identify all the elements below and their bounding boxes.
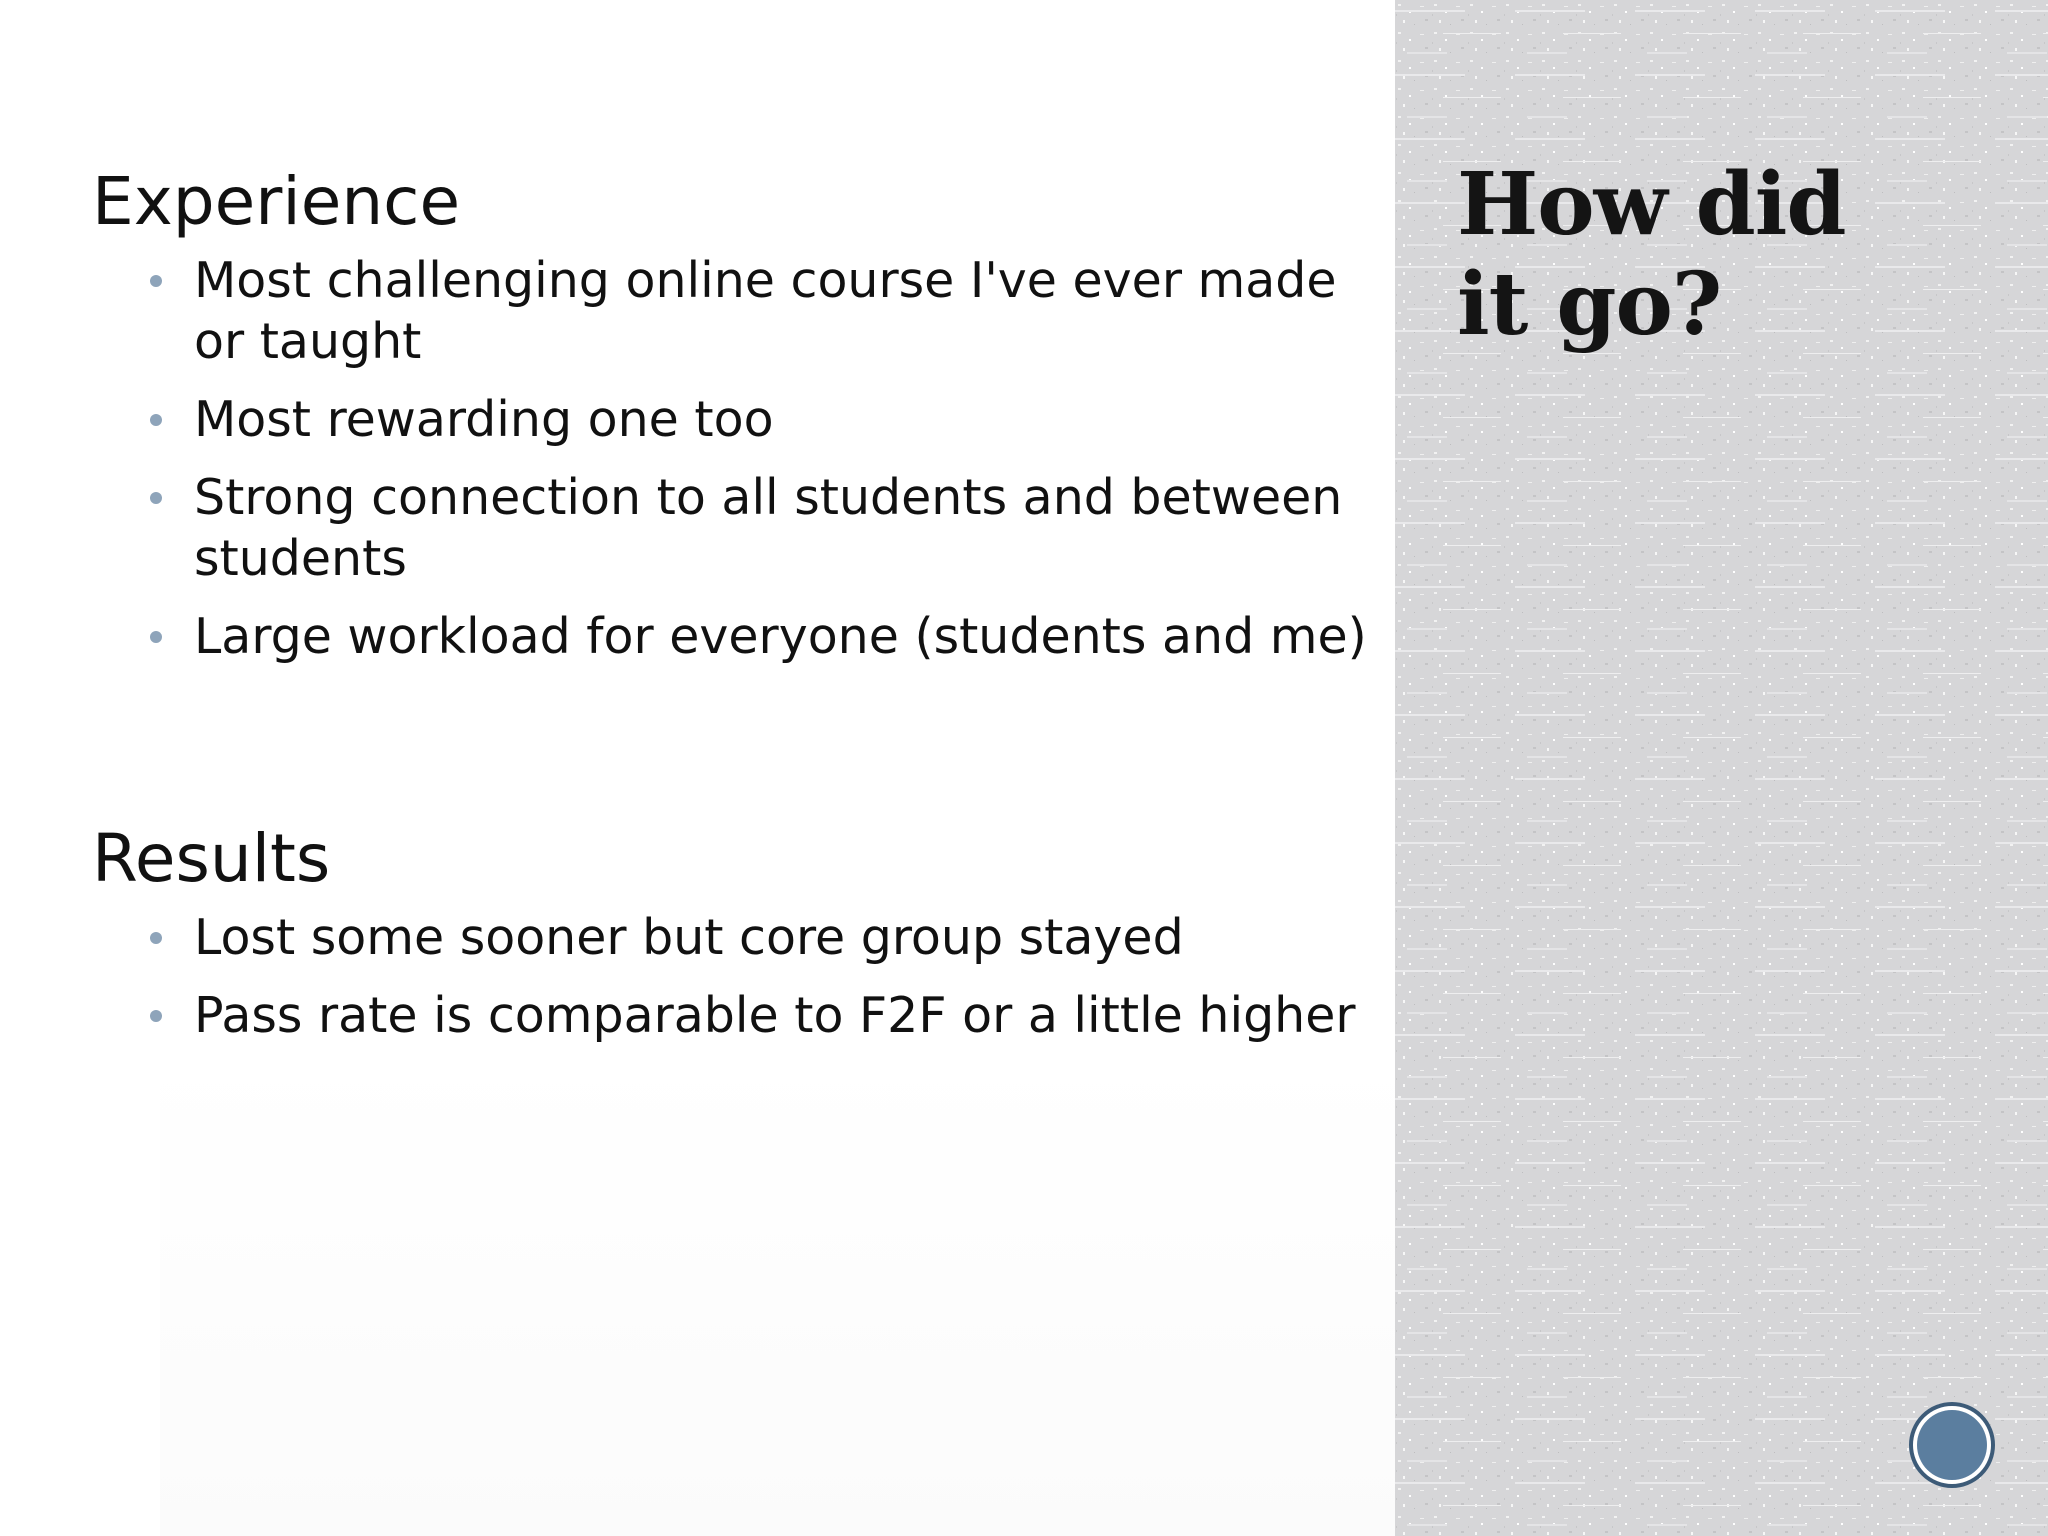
bullet-item [92, 606, 1382, 667]
experience-heading: Experience [92, 163, 461, 240]
slide-title [1457, 155, 2017, 355]
bullet-item [92, 467, 1382, 589]
slide-title-line-2: it go? [1457, 254, 1722, 355]
bullet-text: Lost some sooner but core group stayed [194, 909, 1184, 966]
bullet-dot-icon [150, 492, 162, 504]
bullet-text: Strong connection to all students and between students [194, 469, 1343, 587]
experience-section [92, 160, 1382, 667]
bullet-text: Large workload for everyone (students and me) [194, 608, 1367, 665]
bullet-text: Pass rate is comparable to F2F or a little higher [194, 987, 1356, 1044]
slide-body [92, 160, 1382, 1063]
results-bullet-list [92, 907, 1382, 1046]
bullet-dot-icon [150, 414, 162, 426]
bullet-text: Most rewarding one too [194, 391, 774, 448]
experience-bullet-list [92, 250, 1382, 667]
results-section [92, 817, 1382, 1046]
bullet-item [92, 250, 1382, 372]
bullet-text: Most challenging online course I've ever made or taught [194, 252, 1337, 370]
slide-title-line-1: How did [1457, 154, 1846, 255]
bullet-dot-icon [150, 932, 162, 944]
circle-button-fill [1917, 1410, 1987, 1480]
bullet-item [92, 985, 1382, 1046]
bullet-dot-icon [150, 631, 162, 643]
background-shade [160, 1050, 1395, 1536]
circle-button-icon[interactable] [1909, 1402, 1995, 1488]
bullet-item [92, 389, 1382, 450]
title-panel [1395, 0, 2048, 1536]
bullet-dot-icon [150, 275, 162, 287]
bullet-item [92, 907, 1382, 968]
results-heading: Results [92, 820, 331, 897]
bullet-dot-icon [150, 1010, 162, 1022]
